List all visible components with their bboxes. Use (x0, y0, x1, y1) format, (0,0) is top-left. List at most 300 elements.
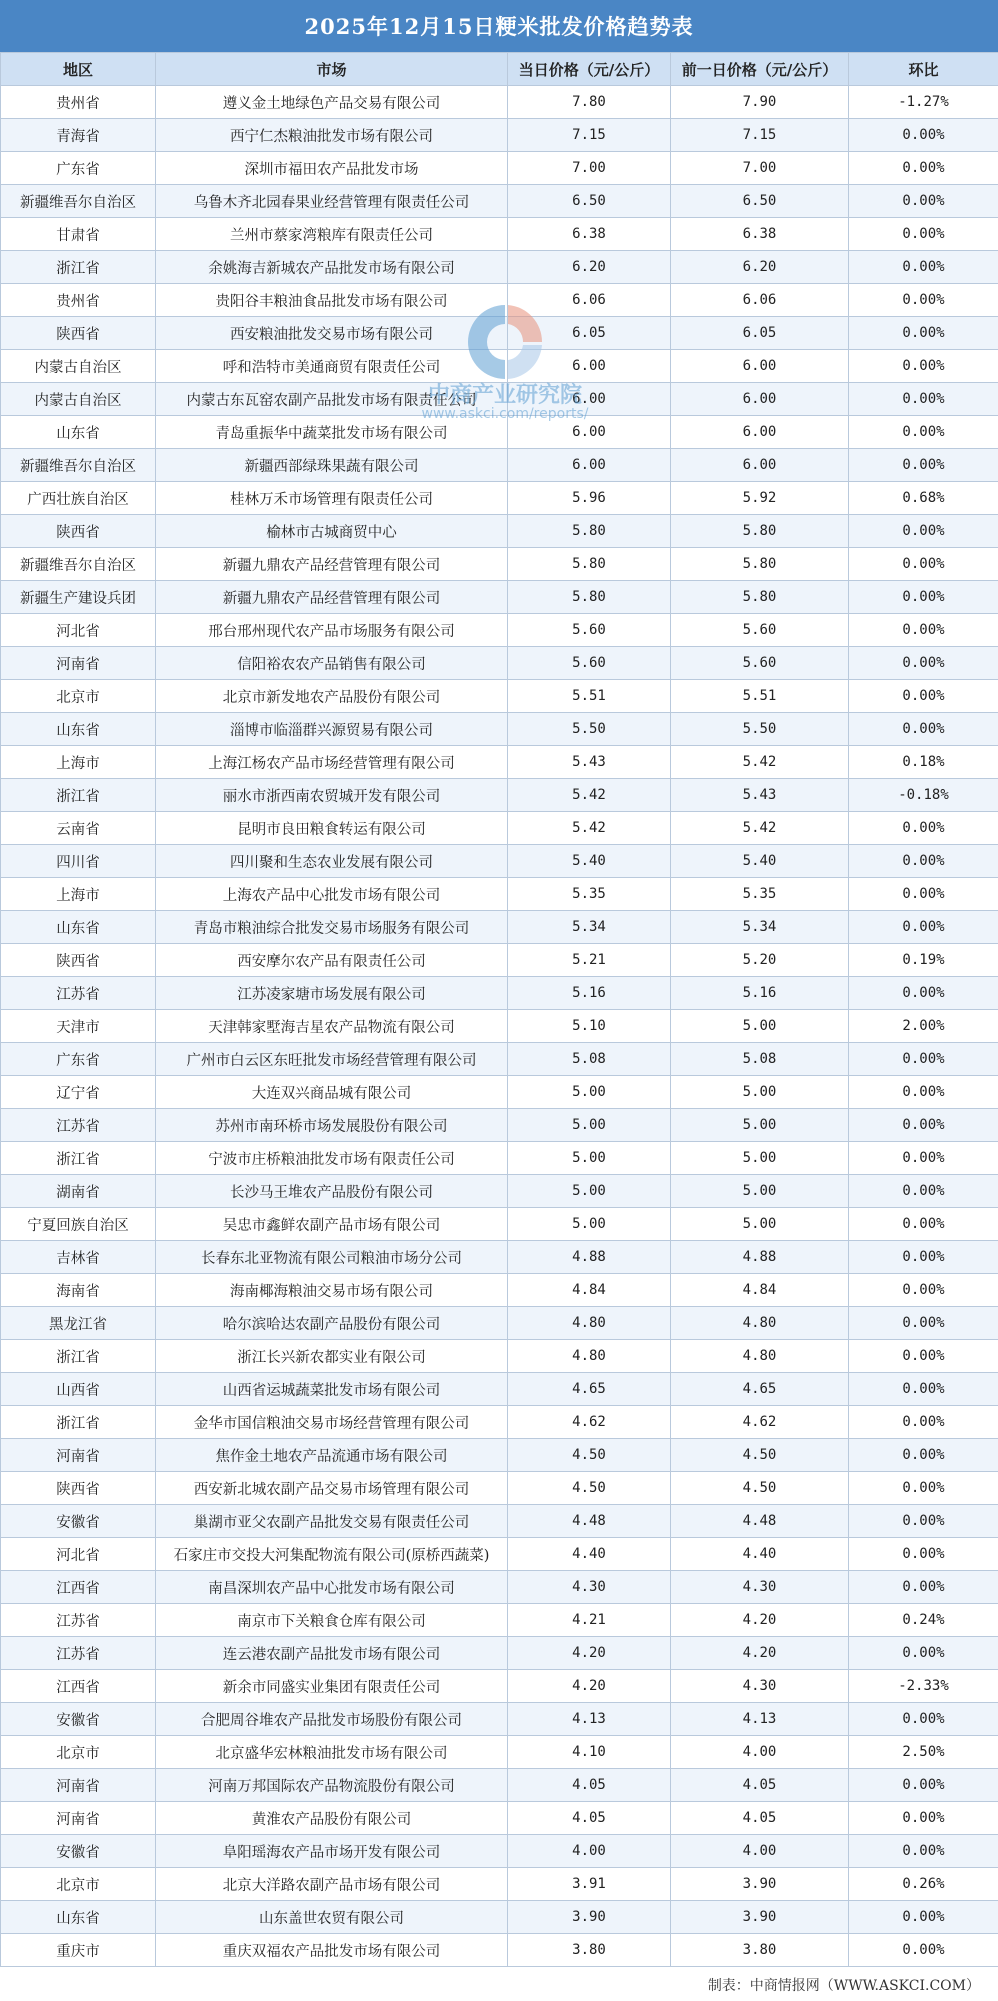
cell-market: 河南万邦国际农产品物流股份有限公司 (156, 1769, 508, 1802)
cell-previous-price: 3.90 (671, 1901, 849, 1934)
cell-change: 2.00% (849, 1010, 998, 1043)
cell-previous-price: 5.43 (671, 779, 849, 812)
cell-region: 山东省 (1, 416, 156, 449)
cell-change: 0.00% (849, 1934, 998, 1967)
cell-change: 0.00% (849, 1241, 998, 1274)
cell-change: 0.00% (849, 911, 998, 944)
cell-current-price: 3.80 (508, 1934, 671, 1967)
table-row (1, 1637, 998, 1670)
cell-region: 上海市 (1, 746, 156, 779)
cell-market: 新疆九鼎农产品经营管理有限公司 (156, 581, 508, 614)
cell-previous-price: 5.00 (671, 1142, 849, 1175)
table-row (1, 1604, 998, 1637)
cell-current-price: 4.05 (508, 1769, 671, 1802)
column-header-region: 地区 (1, 53, 156, 86)
table-row (1, 1472, 998, 1505)
cell-current-price: 5.60 (508, 647, 671, 680)
table-row (1, 482, 998, 515)
page-title: 2025年12月15日粳米批发价格趋势表 (0, 0, 998, 52)
cell-change: 2.50% (849, 1736, 998, 1769)
cell-region: 河南省 (1, 1802, 156, 1835)
cell-current-price: 6.06 (508, 284, 671, 317)
cell-current-price: 7.80 (508, 86, 671, 119)
cell-previous-price: 4.62 (671, 1406, 849, 1439)
cell-change: 0.00% (849, 548, 998, 581)
cell-market: 深圳市福田农产品批发市场 (156, 152, 508, 185)
cell-change: 0.26% (849, 1868, 998, 1901)
table-row (1, 1340, 998, 1373)
table-row (1, 1505, 998, 1538)
cell-market: 北京大洋路农副产品市场有限公司 (156, 1868, 508, 1901)
cell-current-price: 5.35 (508, 878, 671, 911)
cell-change: 0.00% (849, 1901, 998, 1934)
cell-change: 0.00% (849, 647, 998, 680)
cell-previous-price: 4.50 (671, 1439, 849, 1472)
cell-current-price: 5.80 (508, 548, 671, 581)
cell-market: 阜阳瑶海农产品市场开发有限公司 (156, 1835, 508, 1868)
cell-previous-price: 5.42 (671, 746, 849, 779)
table-row (1, 119, 998, 152)
cell-current-price: 5.42 (508, 812, 671, 845)
cell-region: 内蒙古自治区 (1, 350, 156, 383)
cell-change: 0.00% (849, 1802, 998, 1835)
cell-change: 0.00% (849, 284, 998, 317)
cell-market: 哈尔滨哈达农副产品股份有限公司 (156, 1307, 508, 1340)
cell-current-price: 6.00 (508, 383, 671, 416)
cell-market: 合肥周谷堆农产品批发市场股份有限公司 (156, 1703, 508, 1736)
table-row (1, 845, 998, 878)
cell-current-price: 5.00 (508, 1175, 671, 1208)
table-row (1, 812, 998, 845)
cell-current-price: 5.00 (508, 1109, 671, 1142)
table-row (1, 548, 998, 581)
table-row (1, 1802, 998, 1835)
table-row (1, 416, 998, 449)
cell-change: 0.00% (849, 1307, 998, 1340)
cell-change: -0.18% (849, 779, 998, 812)
cell-market: 金华市国信粮油交易市场经营管理有限公司 (156, 1406, 508, 1439)
table-row (1, 911, 998, 944)
cell-market: 呼和浩特市美通商贸有限责任公司 (156, 350, 508, 383)
cell-previous-price: 6.38 (671, 218, 849, 251)
cell-change: -2.33% (849, 1670, 998, 1703)
table-row (1, 515, 998, 548)
cell-market: 山东盖世农贸有限公司 (156, 1901, 508, 1934)
cell-current-price: 5.80 (508, 581, 671, 614)
cell-market: 长沙马王堆农产品股份有限公司 (156, 1175, 508, 1208)
cell-market: 石家庄市交投大河集配物流有限公司(原桥西蔬菜) (156, 1538, 508, 1571)
cell-region: 安徽省 (1, 1505, 156, 1538)
cell-previous-price: 5.00 (671, 1208, 849, 1241)
cell-previous-price: 5.60 (671, 614, 849, 647)
cell-current-price: 5.40 (508, 845, 671, 878)
cell-market: 丽水市浙西南农贸城开发有限公司 (156, 779, 508, 812)
cell-market: 兰州市蔡家湾粮库有限责任公司 (156, 218, 508, 251)
cell-previous-price: 4.00 (671, 1835, 849, 1868)
cell-market: 新疆九鼎农产品经营管理有限公司 (156, 548, 508, 581)
cell-current-price: 6.50 (508, 185, 671, 218)
cell-previous-price: 5.51 (671, 680, 849, 713)
cell-market: 江苏凌家塘市场发展有限公司 (156, 977, 508, 1010)
cell-change: 0.00% (849, 1274, 998, 1307)
cell-current-price: 5.00 (508, 1142, 671, 1175)
cell-region: 安徽省 (1, 1703, 156, 1736)
cell-current-price: 5.50 (508, 713, 671, 746)
cell-change: 0.00% (849, 1373, 998, 1406)
watermark-url: www.askci.com/reports/ (421, 406, 589, 422)
cell-market: 上海江杨农产品市场经营管理有限公司 (156, 746, 508, 779)
table-body (1, 86, 998, 1967)
cell-current-price: 4.84 (508, 1274, 671, 1307)
cell-previous-price: 4.05 (671, 1769, 849, 1802)
cell-market: 上海农产品中心批发市场有限公司 (156, 878, 508, 911)
cell-market: 邢台邢州现代农产品市场服务有限公司 (156, 614, 508, 647)
table-row (1, 1571, 998, 1604)
cell-change: -1.27% (849, 86, 998, 119)
cell-region: 甘肃省 (1, 218, 156, 251)
cell-market: 吴忠市鑫鲜农副产品市场有限公司 (156, 1208, 508, 1241)
cell-current-price: 5.80 (508, 515, 671, 548)
cell-current-price: 4.80 (508, 1340, 671, 1373)
cell-previous-price: 4.84 (671, 1274, 849, 1307)
cell-region: 黑龙江省 (1, 1307, 156, 1340)
cell-previous-price: 4.30 (671, 1670, 849, 1703)
table-row (1, 779, 998, 812)
cell-change: 0.00% (849, 1637, 998, 1670)
table-row (1, 284, 998, 317)
cell-market: 南昌深圳农产品中心批发市场有限公司 (156, 1571, 508, 1604)
column-header-previous-price: 前一日价格（元/公斤） (671, 53, 849, 86)
cell-market: 西安新北城农副产品交易市场管理有限公司 (156, 1472, 508, 1505)
cell-region: 江西省 (1, 1670, 156, 1703)
cell-market: 重庆双福农产品批发市场有限公司 (156, 1934, 508, 1967)
table-row (1, 1109, 998, 1142)
cell-change: 0.00% (849, 218, 998, 251)
cell-previous-price: 4.48 (671, 1505, 849, 1538)
table-row (1, 152, 998, 185)
cell-region: 陕西省 (1, 515, 156, 548)
column-header-change: 环比 (849, 53, 998, 86)
cell-current-price: 5.96 (508, 482, 671, 515)
cell-region: 贵州省 (1, 284, 156, 317)
cell-market: 连云港农副产品批发市场有限公司 (156, 1637, 508, 1670)
cell-previous-price: 4.50 (671, 1472, 849, 1505)
cell-current-price: 6.38 (508, 218, 671, 251)
cell-current-price: 6.20 (508, 251, 671, 284)
cell-previous-price: 5.60 (671, 647, 849, 680)
cell-region: 浙江省 (1, 1340, 156, 1373)
cell-market: 内蒙古东瓦窑农副产品批发市场有限责任公司 (156, 383, 508, 416)
cell-change: 0.00% (849, 845, 998, 878)
cell-region: 吉林省 (1, 1241, 156, 1274)
cell-current-price: 3.90 (508, 1901, 671, 1934)
cell-current-price: 4.00 (508, 1835, 671, 1868)
cell-previous-price: 6.20 (671, 251, 849, 284)
cell-region: 山东省 (1, 911, 156, 944)
cell-region: 陕西省 (1, 944, 156, 977)
cell-region: 陕西省 (1, 1472, 156, 1505)
cell-market: 北京盛华宏林粮油批发市场有限公司 (156, 1736, 508, 1769)
cell-change: 0.00% (849, 185, 998, 218)
cell-change: 0.00% (849, 1076, 998, 1109)
cell-current-price: 4.21 (508, 1604, 671, 1637)
cell-change: 0.00% (849, 1769, 998, 1802)
table-row (1, 614, 998, 647)
table-row (1, 86, 998, 119)
cell-region: 北京市 (1, 1868, 156, 1901)
cell-market: 浙江长兴新农都实业有限公司 (156, 1340, 508, 1373)
cell-previous-price: 5.35 (671, 878, 849, 911)
cell-previous-price: 5.00 (671, 1010, 849, 1043)
table-row (1, 1373, 998, 1406)
cell-change: 0.00% (849, 1406, 998, 1439)
watermark-name: 中商产业研究院 (427, 383, 582, 408)
cell-change: 0.00% (849, 680, 998, 713)
table-row (1, 1175, 998, 1208)
table-row (1, 647, 998, 680)
cell-change: 0.00% (849, 812, 998, 845)
cell-previous-price: 3.80 (671, 1934, 849, 1967)
cell-market: 青岛重振华中蔬菜批发市场有限公司 (156, 416, 508, 449)
cell-change: 0.00% (849, 1439, 998, 1472)
cell-current-price: 4.50 (508, 1472, 671, 1505)
cell-current-price: 7.00 (508, 152, 671, 185)
cell-previous-price: 6.00 (671, 416, 849, 449)
cell-previous-price: 5.16 (671, 977, 849, 1010)
cell-current-price: 6.05 (508, 317, 671, 350)
cell-previous-price: 6.06 (671, 284, 849, 317)
cell-region: 河北省 (1, 1538, 156, 1571)
table-row (1, 350, 998, 383)
cell-market: 遵义金土地绿色产品交易有限公司 (156, 86, 508, 119)
cell-market: 西安摩尔农产品有限责任公司 (156, 944, 508, 977)
cell-region: 江西省 (1, 1571, 156, 1604)
cell-previous-price: 5.00 (671, 1175, 849, 1208)
table-row (1, 1769, 998, 1802)
cell-market: 长春东北亚物流有限公司粮油市场分公司 (156, 1241, 508, 1274)
cell-market: 巢湖市亚父农副产品批发交易有限责任公司 (156, 1505, 508, 1538)
cell-region: 天津市 (1, 1010, 156, 1043)
table-row (1, 680, 998, 713)
cell-market: 淄博市临淄群兴源贸易有限公司 (156, 713, 508, 746)
cell-region: 河南省 (1, 1769, 156, 1802)
cell-market: 黄淮农产品股份有限公司 (156, 1802, 508, 1835)
cell-previous-price: 4.20 (671, 1637, 849, 1670)
table-row (1, 1835, 998, 1868)
cell-region: 新疆维吾尔自治区 (1, 449, 156, 482)
cell-region: 北京市 (1, 680, 156, 713)
cell-region: 北京市 (1, 1736, 156, 1769)
table-row (1, 1934, 998, 1967)
cell-region: 山西省 (1, 1373, 156, 1406)
cell-current-price: 4.65 (508, 1373, 671, 1406)
cell-region: 安徽省 (1, 1835, 156, 1868)
table-row (1, 1010, 998, 1043)
cell-previous-price: 4.30 (671, 1571, 849, 1604)
cell-previous-price: 4.40 (671, 1538, 849, 1571)
cell-previous-price: 6.00 (671, 383, 849, 416)
cell-region: 辽宁省 (1, 1076, 156, 1109)
cell-current-price: 4.48 (508, 1505, 671, 1538)
cell-region: 广西壮族自治区 (1, 482, 156, 515)
cell-previous-price: 5.20 (671, 944, 849, 977)
cell-market: 新疆西部绿珠果蔬有限公司 (156, 449, 508, 482)
cell-market: 青岛市粮油综合批发交易市场服务有限公司 (156, 911, 508, 944)
cell-change: 0.00% (849, 713, 998, 746)
cell-market: 北京市新发地农产品股份有限公司 (156, 680, 508, 713)
cell-change: 0.00% (849, 1175, 998, 1208)
table-row (1, 251, 998, 284)
table-footer-credit: 制表：中商情报网（WWW.ASKCI.COM） (707, 1977, 980, 1994)
price-table (0, 52, 998, 1967)
cell-current-price: 5.34 (508, 911, 671, 944)
cell-region: 河北省 (1, 614, 156, 647)
cell-change: 0.00% (849, 317, 998, 350)
column-header-current-price: 当日价格（元/公斤） (508, 53, 671, 86)
cell-market: 昆明市良田粮食转运有限公司 (156, 812, 508, 845)
cell-current-price: 4.62 (508, 1406, 671, 1439)
cell-previous-price: 6.50 (671, 185, 849, 218)
cell-previous-price: 3.90 (671, 1868, 849, 1901)
cell-previous-price: 4.05 (671, 1802, 849, 1835)
cell-market: 贵阳谷丰粮油食品批发市场有限公司 (156, 284, 508, 317)
cell-previous-price: 4.65 (671, 1373, 849, 1406)
table-row (1, 1208, 998, 1241)
cell-current-price: 6.00 (508, 449, 671, 482)
cell-change: 0.00% (849, 878, 998, 911)
cell-market: 余姚海吉新城农产品批发市场有限公司 (156, 251, 508, 284)
cell-previous-price: 7.90 (671, 86, 849, 119)
cell-current-price: 4.50 (508, 1439, 671, 1472)
cell-change: 0.00% (849, 1043, 998, 1076)
cell-previous-price: 6.05 (671, 317, 849, 350)
cell-current-price: 3.91 (508, 1868, 671, 1901)
cell-market: 南京市下关粮食仓库有限公司 (156, 1604, 508, 1637)
table-row (1, 1241, 998, 1274)
cell-region: 浙江省 (1, 251, 156, 284)
cell-change: 0.00% (849, 1571, 998, 1604)
cell-region: 海南省 (1, 1274, 156, 1307)
cell-change: 0.68% (849, 482, 998, 515)
cell-region: 河南省 (1, 1439, 156, 1472)
cell-market: 新余市同盛实业集团有限责任公司 (156, 1670, 508, 1703)
cell-market: 桂林万禾市场管理有限责任公司 (156, 482, 508, 515)
cell-previous-price: 6.00 (671, 350, 849, 383)
cell-previous-price: 7.00 (671, 152, 849, 185)
table-row (1, 1670, 998, 1703)
table-row (1, 713, 998, 746)
cell-current-price: 5.10 (508, 1010, 671, 1043)
cell-market: 海南椰海粮油交易市场有限公司 (156, 1274, 508, 1307)
cell-change: 0.24% (849, 1604, 998, 1637)
cell-current-price: 5.16 (508, 977, 671, 1010)
table-row (1, 1703, 998, 1736)
cell-region: 重庆市 (1, 1934, 156, 1967)
cell-region: 宁夏回族自治区 (1, 1208, 156, 1241)
cell-region: 青海省 (1, 119, 156, 152)
cell-market: 西安粮油批发交易市场有限公司 (156, 317, 508, 350)
cell-region: 贵州省 (1, 86, 156, 119)
cell-previous-price: 5.80 (671, 581, 849, 614)
table-row (1, 1142, 998, 1175)
table-row (1, 1274, 998, 1307)
cell-previous-price: 6.00 (671, 449, 849, 482)
cell-change: 0.00% (849, 1538, 998, 1571)
cell-market: 山西省运城蔬菜批发市场有限公司 (156, 1373, 508, 1406)
cell-change: 0.00% (849, 1472, 998, 1505)
cell-current-price: 4.88 (508, 1241, 671, 1274)
table-row (1, 878, 998, 911)
table-row (1, 1868, 998, 1901)
cell-region: 陕西省 (1, 317, 156, 350)
cell-region: 浙江省 (1, 1406, 156, 1439)
cell-change: 0.00% (849, 614, 998, 647)
column-header-market: 市场 (156, 53, 508, 86)
table-row (1, 944, 998, 977)
table-row (1, 1307, 998, 1340)
cell-region: 云南省 (1, 812, 156, 845)
cell-region: 广东省 (1, 152, 156, 185)
cell-previous-price: 5.40 (671, 845, 849, 878)
cell-change: 0.00% (849, 1109, 998, 1142)
cell-current-price: 4.40 (508, 1538, 671, 1571)
cell-previous-price: 4.80 (671, 1307, 849, 1340)
cell-market: 四川聚和生态农业发展有限公司 (156, 845, 508, 878)
cell-region: 新疆维吾尔自治区 (1, 185, 156, 218)
cell-previous-price: 4.20 (671, 1604, 849, 1637)
cell-market: 大连双兴商品城有限公司 (156, 1076, 508, 1109)
cell-change: 0.00% (849, 581, 998, 614)
cell-previous-price: 7.15 (671, 119, 849, 152)
cell-change: 0.00% (849, 350, 998, 383)
cell-change: 0.00% (849, 383, 998, 416)
cell-change: 0.19% (849, 944, 998, 977)
table-row (1, 1406, 998, 1439)
cell-current-price: 4.13 (508, 1703, 671, 1736)
table-row (1, 1439, 998, 1472)
cell-previous-price: 4.00 (671, 1736, 849, 1769)
cell-previous-price: 5.80 (671, 515, 849, 548)
cell-market: 西宁仁杰粮油批发市场有限公司 (156, 119, 508, 152)
cell-change: 0.00% (849, 449, 998, 482)
cell-change: 0.18% (849, 746, 998, 779)
table-row (1, 383, 998, 416)
table-row (1, 977, 998, 1010)
table-header-row (1, 53, 998, 86)
cell-region: 山东省 (1, 713, 156, 746)
cell-change: 0.00% (849, 515, 998, 548)
cell-current-price: 4.20 (508, 1637, 671, 1670)
cell-previous-price: 5.00 (671, 1076, 849, 1109)
cell-current-price: 5.21 (508, 944, 671, 977)
cell-change: 0.00% (849, 1208, 998, 1241)
cell-previous-price: 5.80 (671, 548, 849, 581)
cell-previous-price: 5.08 (671, 1043, 849, 1076)
cell-region: 江苏省 (1, 1637, 156, 1670)
cell-market: 榆林市古城商贸中心 (156, 515, 508, 548)
cell-current-price: 4.20 (508, 1670, 671, 1703)
cell-market: 广州市白云区东旺批发市场经营管理有限公司 (156, 1043, 508, 1076)
table-row (1, 1076, 998, 1109)
cell-region: 江苏省 (1, 1109, 156, 1142)
table-row (1, 218, 998, 251)
cell-change: 0.00% (849, 1142, 998, 1175)
cell-change: 0.00% (849, 1340, 998, 1373)
cell-change: 0.00% (849, 977, 998, 1010)
cell-previous-price: 5.50 (671, 713, 849, 746)
cell-current-price: 5.00 (508, 1208, 671, 1241)
cell-previous-price: 5.42 (671, 812, 849, 845)
